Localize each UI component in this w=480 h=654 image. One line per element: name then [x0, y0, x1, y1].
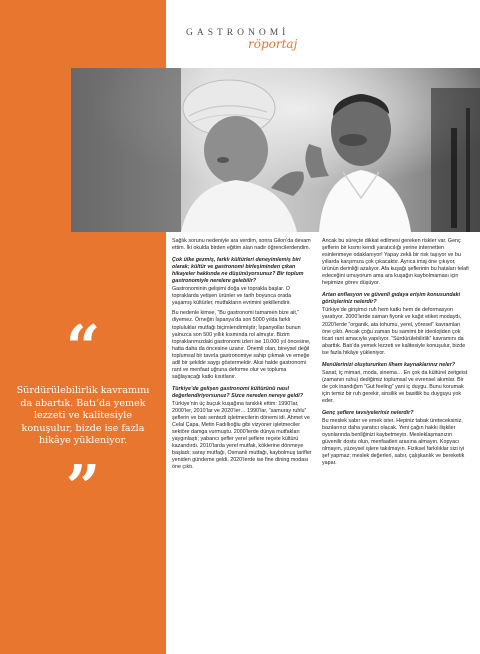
magazine-title: GASTRONOMİ — [186, 28, 290, 38]
pull-quote: Sürdürülebilirlik kavramını da abartık. Batı’da yemek lezzeti ve kalitesiyle konuşulur, bizde ise fazla hikâye yükleniyor. — [16, 385, 150, 447]
chef-portrait-photo — [71, 68, 480, 232]
article-column-left — [172, 238, 312, 474]
paragraph: Bu meslek sabır ve emek ister. Hepiniz tabak üreteceksiniz, bazılarınız daha yaratıcı olacak. Yeni çağın hakkı ilişkiler oyunlarında benliğinizi kaybetmeyin. Mesleklaşmanızın güvenilir dostu olun, menfaatleri arasına almayın. Kopyacı olmayın, yüzeysel işlere takılmayın. Fiziksel farkılıklar sizi iyi şef yapmaz; meslek değerleri, sabır, çalışkanlık ve bereketik yapar. — [322, 418, 465, 467]
paragraph: Sanat, iç mimari, moda, sinema… En çok da kültürel zeitgeist (zamanın ruhu) dediğimiz toplumsal ve evrensel akımlar. Bir de çok inandığım “Gut feeling” yani iç duygu. Bunu korumak için temiz bir ruh gerekir, sinsilik ve basitlik bu duyguyu yok eder. — [322, 369, 468, 404]
interview-question: Türkiye’de gelişen gastronomi kültürünü nasıl değerlendiriyorsunuz? Sizce nereden nereye geldi? — [172, 385, 303, 399]
paragraph: Ancak bu süreçte dikkat edilmesi gereken riskler var. Genç şeflerin bir kısmı kendi yaratıcılığı yerine internetten esinlenmeye odaklanıyor! Yapay zekâ bir risk taşıyor ve bu yıllarda karşımıza çok çıkacaktır. Ayrıca imaj öne çıkıyor, ürünün derinliği azalıyor. Afa kuşağı şeflerinin bu hataları telafi edeceğini umuyorum ama ara kuşağın kaybolmaması için hepimize görev düşüyor. — [322, 238, 469, 287]
paragraph: Türkiye’nin üç buçuk kuşağına tanıklık ettim: 1990’lar, 2000’ler, 2010’lar ve 2020’ler… 1990’lar, “samuray ruhlu” şeflerin ve batı sentezli işletmecilerin dönemi idi. Ahmet ve Celal Çapa, Metin Fadıllıoğlu gibi vizyoner işletmeciler sektöre damga vurmuştu. 2000’lerde dünya mutfakları yaygınlaştı; yabancı şefler yerel şeflere reçete kültürü kazandırdı. 2010’larda yerel mutfak, köklerine dönmeye başladı; saray mutfağı, Osmanlı mutfağı, kaybolmuş tarifler yeniden gündeme geldi. 2020’lerde ise fine dining modası öne çıktı. — [172, 400, 312, 471]
interview-question: Çok ülke gezmiş, farklı kültürleri deneyimlemiş biri olarak; kültür ve gastronomi birleşiminden çıkan hikayeler hakkında ne düşünüyorsunuz? Bir toplum gastronomiyle nerelere gelebilir? — [172, 257, 304, 285]
paragraph: Sağlık sorunu nedeniyle ara verdim, sonra Gilon’da devam ettim. İki okulda birden eğitim alan nadir öğrencilerdendim. — [172, 238, 311, 252]
interview-question: Menülerinizi oluştururken ilham kaynaklarınız neler? — [322, 361, 456, 368]
article-column-right — [322, 238, 470, 470]
open-quote-mark: “ — [65, 313, 101, 383]
paragraph: Bu nedenle kimse, “Bu gastronomi tamamen bize ait,” diyemez. Örneğin İspanya’da son 5000 yılda farklı topluluklar mutfağı biçimlendirmiştir; İspanyollar bunun yalnızca son 500 yıllık kısmında rol almıştır. Bizim topraklarımızdaki gastronomi izleri ise 10.000 yıl öncesine, hatta daha da öncesine uzanır. Önemli olan, bireysel değil toplumsal bir tavırla gastronomiye sahip çıkmak ve emeğe adil bir şekilde saygı göstermektir. Aksi halde gastronomi rant ve menfaat uğruna deforme olur ve topluma sağlayacağı katkı kısıtlanır. — [172, 310, 311, 380]
section-title: röportaj — [248, 37, 298, 51]
close-quote-mark: ” — [65, 453, 101, 523]
paragraph: Türkiye’de girişimci ruh hem katkı hem de deformasyon yaratıyor. 2000’lerde saman fiyonk ve kağıt etiket modaydı, 2020’lerde “organik, ata tohumu, yerel, yöresel” kavramları öne çıktı. Ancak çoğu zaman bu samimi bir ideolojiden çok ticari rant amacıyla yapılıyor. “Sürdürülebilirlik” kavramını da abarttık. Batı’da yemek lezzeti ve kalitesiyle konuşulur, bizde ise fazla hikâye yükleniyor. — [322, 307, 466, 356]
interview-question: Artan enflasyon ve güvenli gıdaya erişim konusundaki görüşleriniz nelerdir? — [322, 292, 461, 306]
interview-question: Genç şeflere tavsiyeleriniz nelerdir? — [322, 410, 414, 417]
paragraph: Gastronominin gelişimi doğa ve toprakla başlar. O topraklarda yetişen ürünler ve tarih boyunca orada yaşamış kültürler, mutfakların evrimini şekillendirir. — [172, 286, 292, 307]
